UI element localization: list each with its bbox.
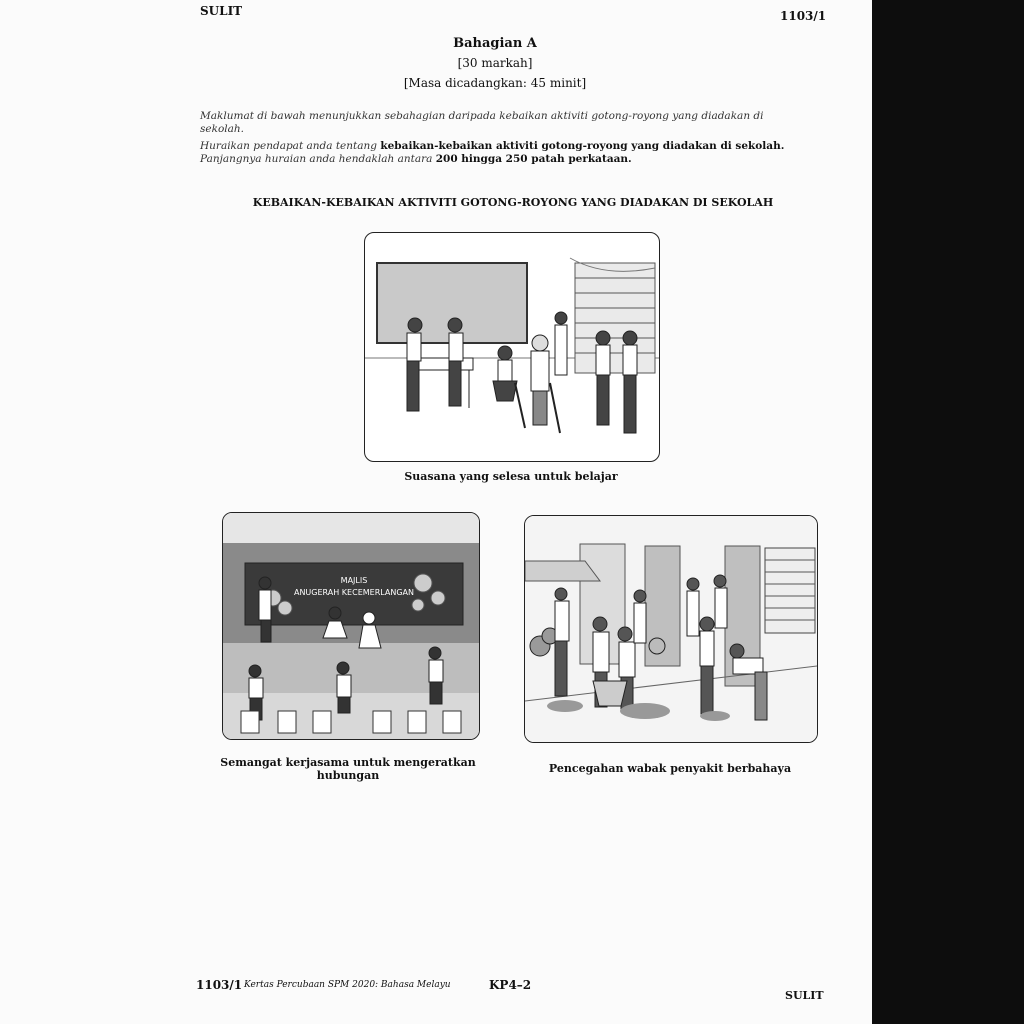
section-marks: [30 markah] bbox=[457, 56, 533, 70]
caption-hall: Semangat kerjasama untuk mengeratkan hubungan bbox=[220, 756, 476, 782]
illustration-outdoor bbox=[524, 515, 818, 743]
page-edge-shadow bbox=[870, 0, 1024, 1024]
outdoor-drawing bbox=[525, 516, 817, 742]
footer-page: KP4–2 bbox=[489, 978, 532, 992]
length-bold: 200 hingga 250 patah perkataan. bbox=[435, 153, 632, 165]
caption-classroom: Suasana yang selesa untuk belajar bbox=[404, 470, 618, 483]
banner-line-1: MAJLIS bbox=[340, 576, 368, 585]
section-time: [Masa dicadangkan: 45 minit] bbox=[403, 76, 587, 90]
footer-code: 1103/1 bbox=[196, 978, 243, 992]
header-code: 1103/1 bbox=[780, 9, 827, 23]
illustration-classroom bbox=[364, 232, 660, 462]
question-lead: Huraikan pendapat anda tentang bbox=[200, 140, 381, 152]
hall-drawing bbox=[223, 513, 479, 739]
intro-text: Maklumat di bawah menunjukkan sebahagian daripada kebaikan aktiviti gotong-royong yang diadakan di sekolah. bbox=[200, 110, 764, 135]
footer-sulit: SULIT bbox=[785, 989, 824, 1002]
classroom-drawing bbox=[365, 233, 659, 461]
question-bold: kebaikan-kebaikan aktiviti gotong-royong yang diadakan di sekolah. bbox=[380, 140, 785, 152]
question-text bbox=[200, 140, 800, 166]
section-title: Bahagian A bbox=[453, 36, 537, 51]
illustration-heading: KEBAIKAN-KEBAIKAN AKTIVITI GOTONG-ROYONG YANG DIADAKAN DI SEKOLAH bbox=[252, 196, 774, 209]
footer-paper: Kertas Percubaan SPM 2020: Bahasa Melayu bbox=[244, 980, 451, 990]
banner-line-2: ANUGERAH KECEMERLANGAN bbox=[293, 588, 415, 597]
caption-outdoor: Pencegahan wabak penyakit berbahaya bbox=[548, 762, 792, 775]
length-lead: Panjangnya huraian anda hendaklah antara bbox=[200, 153, 436, 165]
illustration-hall bbox=[222, 512, 480, 740]
header-sulit: SULIT bbox=[200, 4, 243, 18]
